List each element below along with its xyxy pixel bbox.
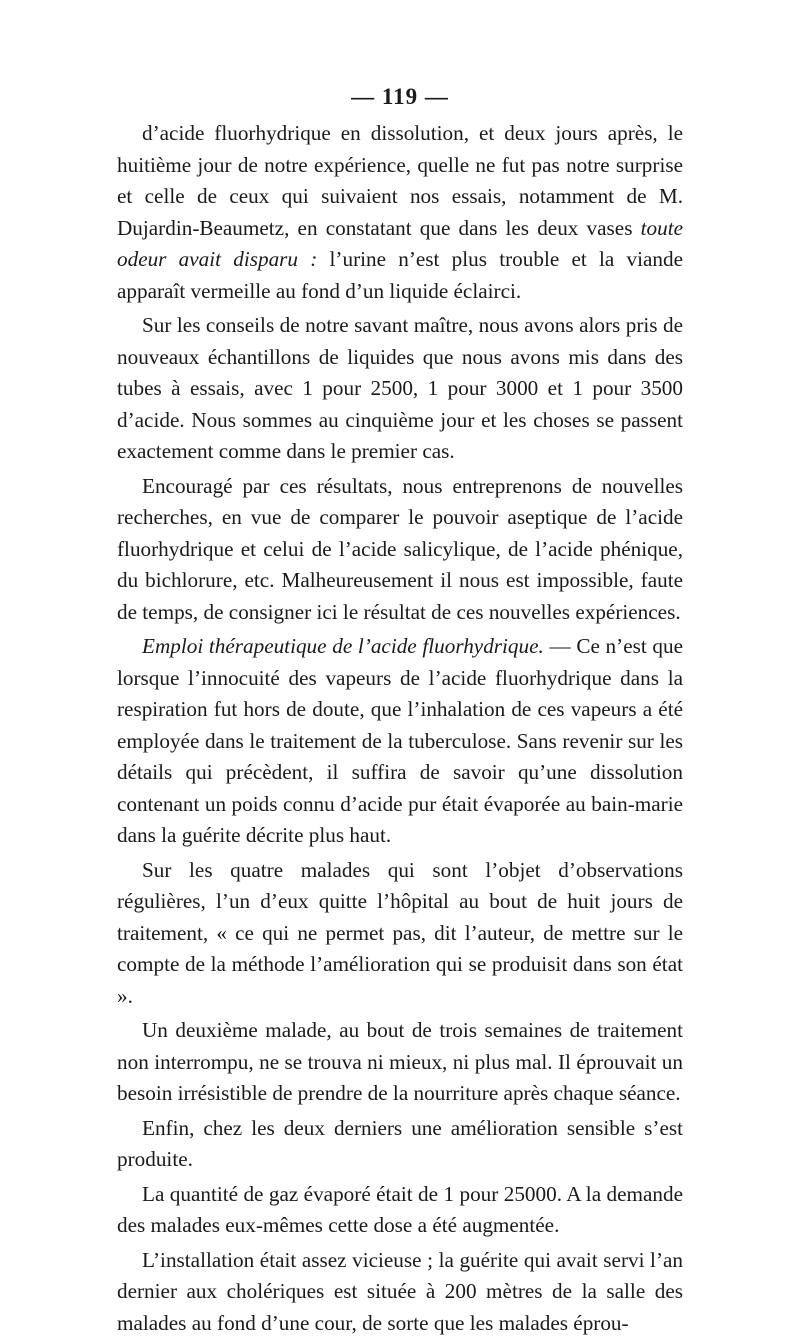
paragraph-text: Sur les conseils de notre savant maître, nous avons alors pris de nouveaux échantillons de liquides que nous avons mis dans des tubes à essais, avec 1 pour 2500, 1 pour 3000 et 1 pour 3500 d’acide. Nous sommes au cinquième jour et les choses se passent exactement comme dans le premier cas. — [117, 313, 683, 463]
paragraph — [117, 1113, 683, 1176]
paragraph-text: Sur les quatre malades qui sont l’objet d’observations régulières, l’un d’eux quitte l’hôpital au bout de huit jours de traitement, « ce qui ne permet pas, dit l’auteur, de mettre sur le compte de la méthode l’amélioration qui se produisit dans son état ». — [117, 858, 683, 1008]
paragraph — [117, 631, 683, 852]
italic-text: toute odeur avait disparu : — [117, 216, 683, 272]
body-text — [117, 118, 683, 1339]
paragraph — [117, 118, 683, 307]
paragraph — [117, 1245, 683, 1339]
paragraph — [117, 310, 683, 468]
paragraph-text: Enfin, chez les deux derniers une amélioration sensible s’est produite. — [117, 1116, 683, 1172]
page-number: — 119 — — [0, 84, 800, 110]
paragraph-text: Encouragé par ces résultats, nous entreprenons de nouvelles recherches, en vue de comparer le pouvoir aseptique de l’acide fluorhydrique et celui de l’acide salicylique, de l’acide phénique, du bichlorure, etc. Malheureusement il nous est impossible, faute de temps, de consigner ici le résultat de ces nouvelles expériences. — [117, 474, 683, 624]
paragraph — [117, 855, 683, 1013]
paragraph — [117, 1179, 683, 1242]
italic-text: Emploi thérapeutique de l’acide fluorhydrique. — [142, 634, 544, 658]
paragraph-text: La quantité de gaz évaporé était de 1 pour 25000. A la demande des malades eux-mêmes cette dose a été augmentée. — [117, 1182, 683, 1238]
paragraph-text: — Ce n’est que lorsque l’innocuité des vapeurs de l’acide fluorhydrique dans la respiration fut hors de doute, que l’inhalation de ces vapeurs a été employée dans le traitement de la tuberculose. Sans revenir sur les détails qui précèdent, il suffira de savoir qu’une dissolution contenant un poids connu d’acide pur était évaporée au bain-marie dans la guérite décrite plus haut. — [117, 634, 683, 847]
paragraph-text: Un deuxième malade, au bout de trois semaines de traitement non interrompu, ne se trouva ni mieux, ni plus mal. Il éprouvait un besoin irrésistible de prendre de la nourriture après chaque séance. — [117, 1018, 683, 1105]
paragraph — [117, 1015, 683, 1110]
paragraph-text: l’urine n’est plus trouble et la viande apparaît vermeille au fond d’un liquide éclairci. — [117, 247, 683, 303]
paragraph-text: L’installation était assez vicieuse ; la guérite qui avait servi l’an dernier aux cholériques est située à 200 mètres de la salle des malades au fond d’une cour, de sorte que les malades éprou- — [117, 1248, 683, 1335]
paragraph — [117, 471, 683, 629]
paragraph-text: d’acide fluorhydrique en dissolution, et deux jours après, le huitième jour de notre expérience, quelle ne fut pas notre surprise et celle de ceux qui suivaient nos essais, notamment de M. Dujardin-Beaumetz, en constatant que dans les deux vases — [117, 121, 683, 240]
